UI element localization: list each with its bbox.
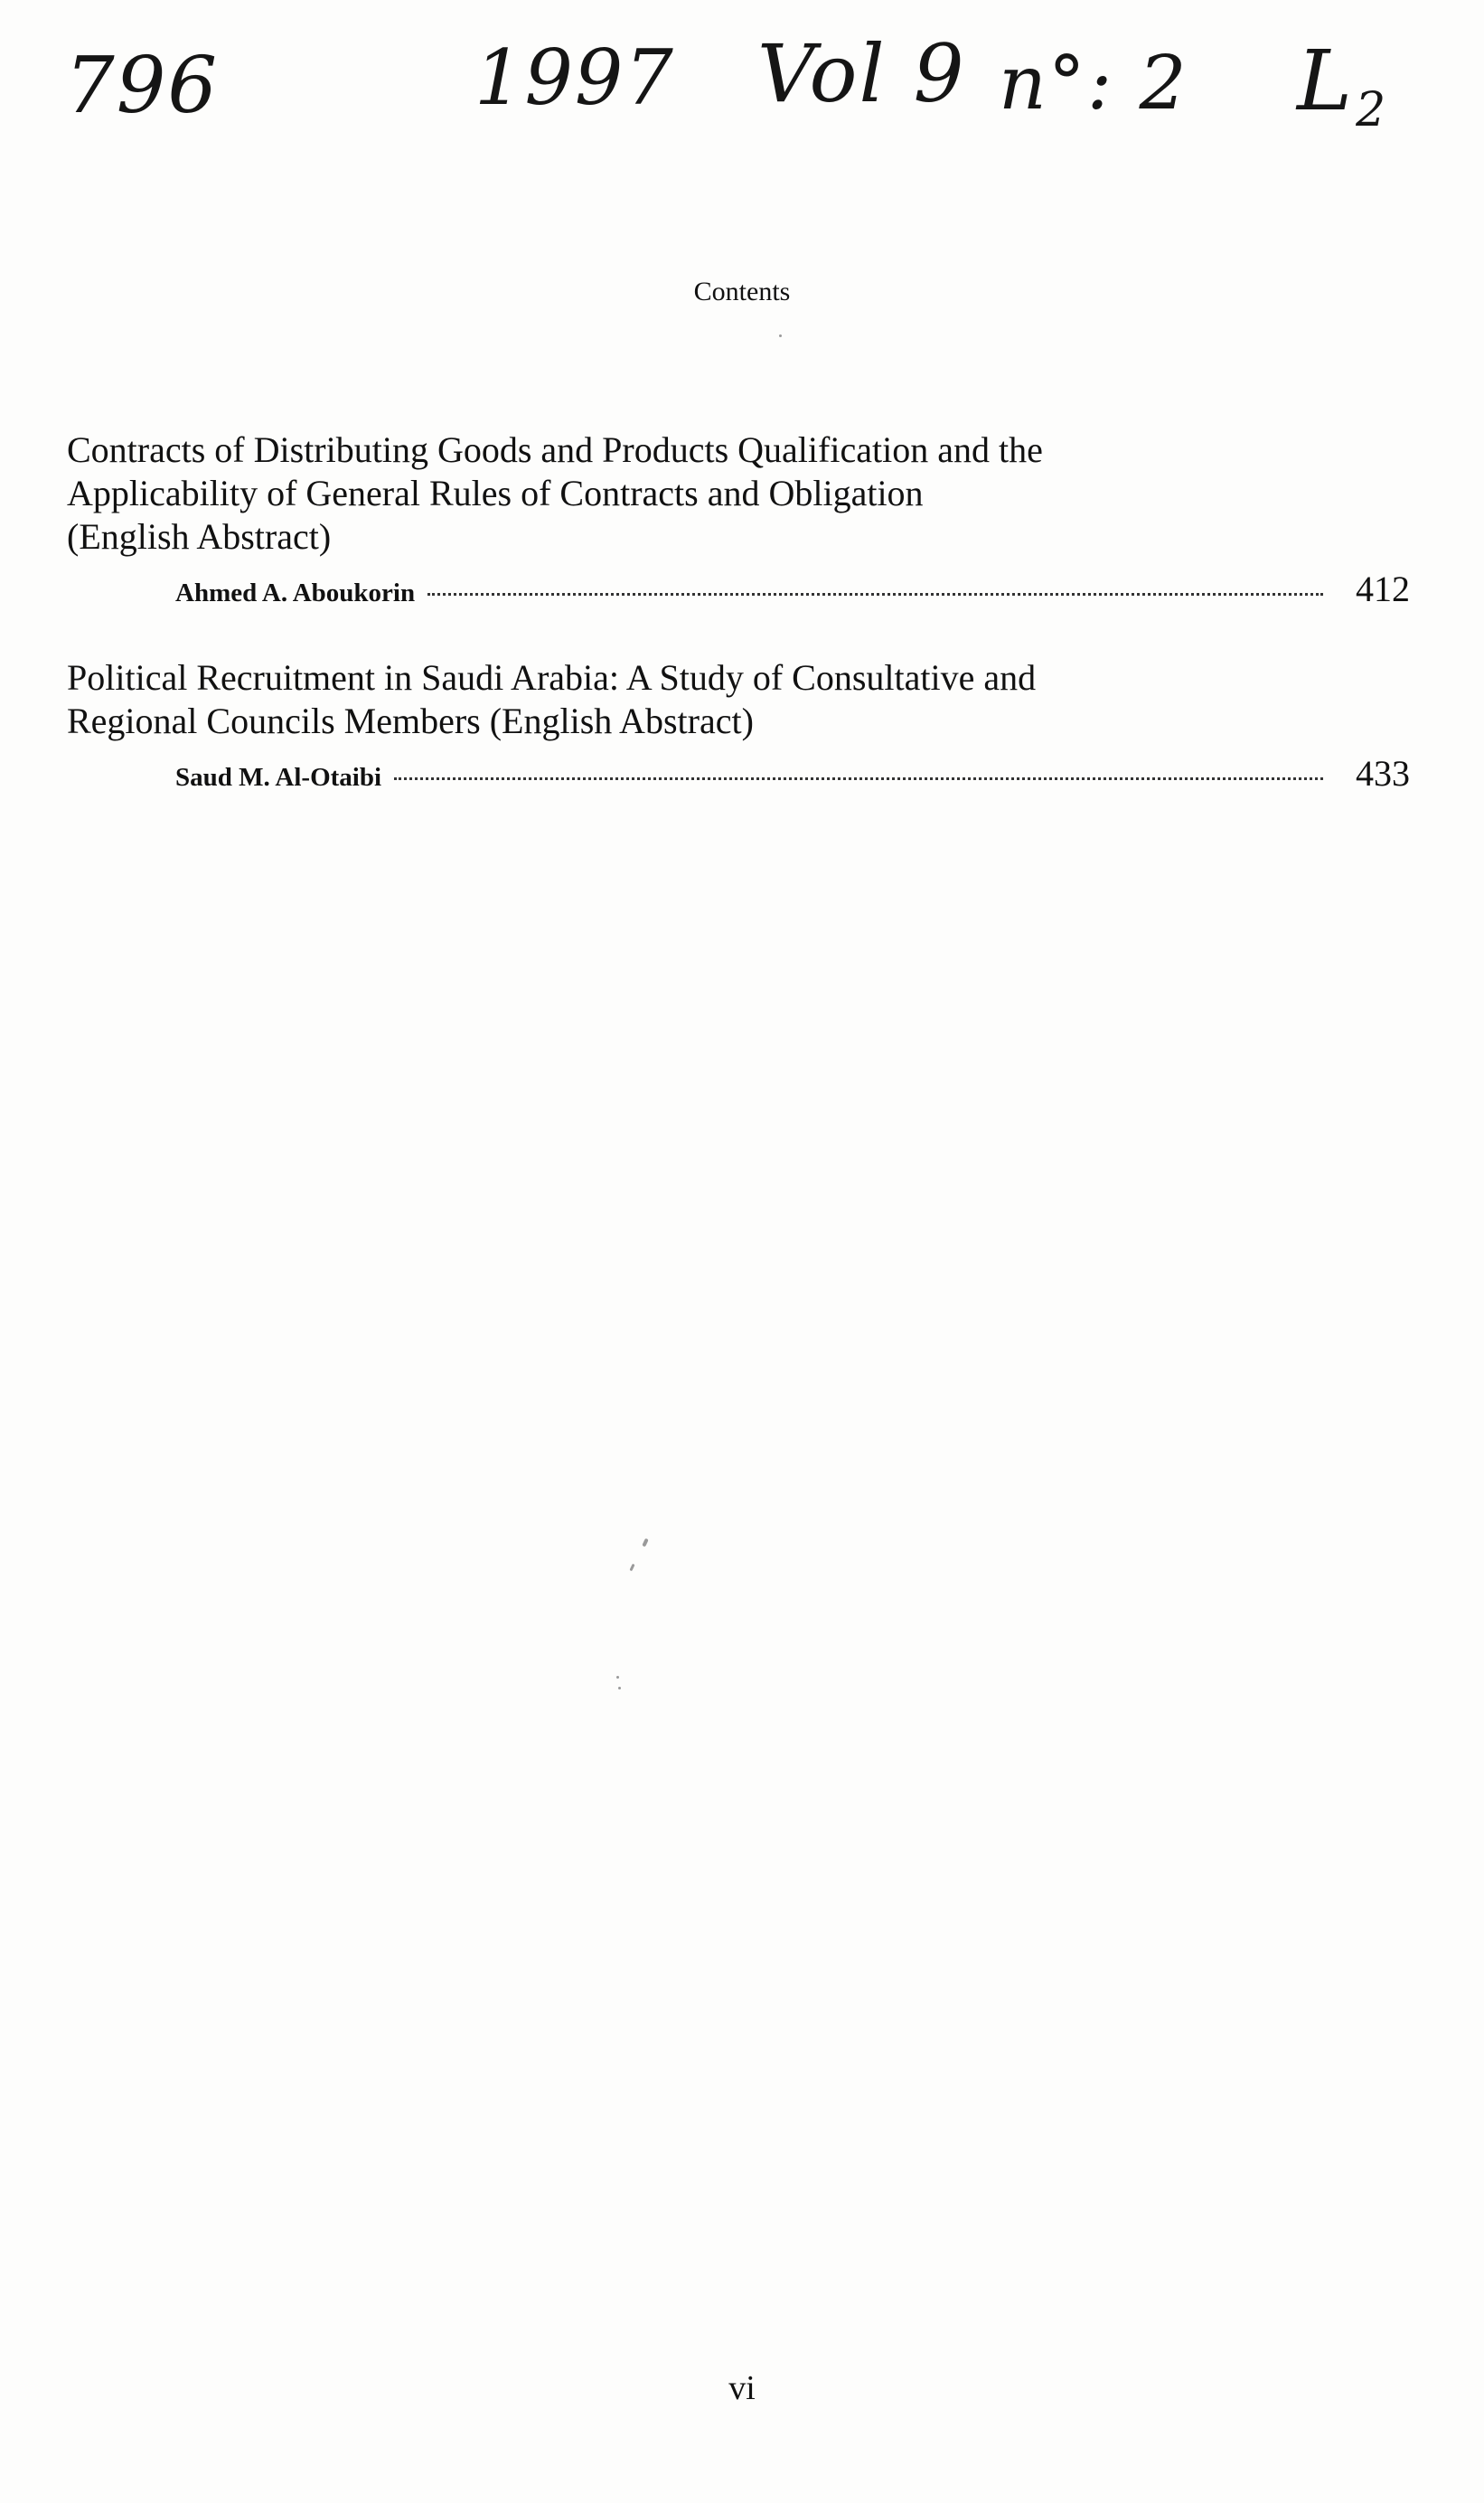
author-name: Saud M. Al-Otaibi xyxy=(175,763,382,792)
scan-speck xyxy=(779,334,782,337)
dot-leader xyxy=(427,593,1323,596)
page-number: 433 xyxy=(1356,753,1410,794)
page-folio: vi xyxy=(728,2369,756,2407)
handwritten-mark-letter: L xyxy=(1297,33,1355,129)
toc-entry-title xyxy=(67,428,1410,559)
handwritten-volume: Vol 9 xyxy=(757,27,966,120)
title-line: (English Abstract) xyxy=(67,516,332,557)
toc-entry-byline xyxy=(67,568,1410,610)
handwritten-mark xyxy=(1297,33,1388,137)
scan-speck xyxy=(629,1564,634,1572)
author-name: Ahmed A. Aboukorin xyxy=(175,579,416,607)
dot-leader xyxy=(394,777,1323,780)
handwritten-year: 1997 xyxy=(474,33,675,122)
page-number: 412 xyxy=(1356,569,1410,609)
handwritten-mark-subscript: 2 xyxy=(1356,83,1388,137)
toc-entry-byline xyxy=(67,752,1410,795)
toc-entry xyxy=(67,428,1410,610)
handwritten-reference-number: 796 xyxy=(65,41,220,131)
title-line: Political Recruitment in Saudi Arabia: A Study of Consultative and xyxy=(67,657,1037,698)
contents-heading: Contents xyxy=(693,277,791,306)
scan-speck xyxy=(618,1687,621,1689)
scan-speck xyxy=(616,1676,619,1679)
title-line: Contracts of Distributing Goods and Products Qualification and the xyxy=(67,429,1043,470)
title-line: Regional Councils Members (English Abstract) xyxy=(67,701,754,741)
handwritten-issue-number: n°: 2 xyxy=(999,41,1188,127)
scan-speck xyxy=(642,1538,648,1548)
toc-entry-title xyxy=(67,656,1410,743)
toc-entry xyxy=(67,656,1410,795)
title-line: Applicability of General Rules of Contracts and Obligation xyxy=(67,473,924,513)
